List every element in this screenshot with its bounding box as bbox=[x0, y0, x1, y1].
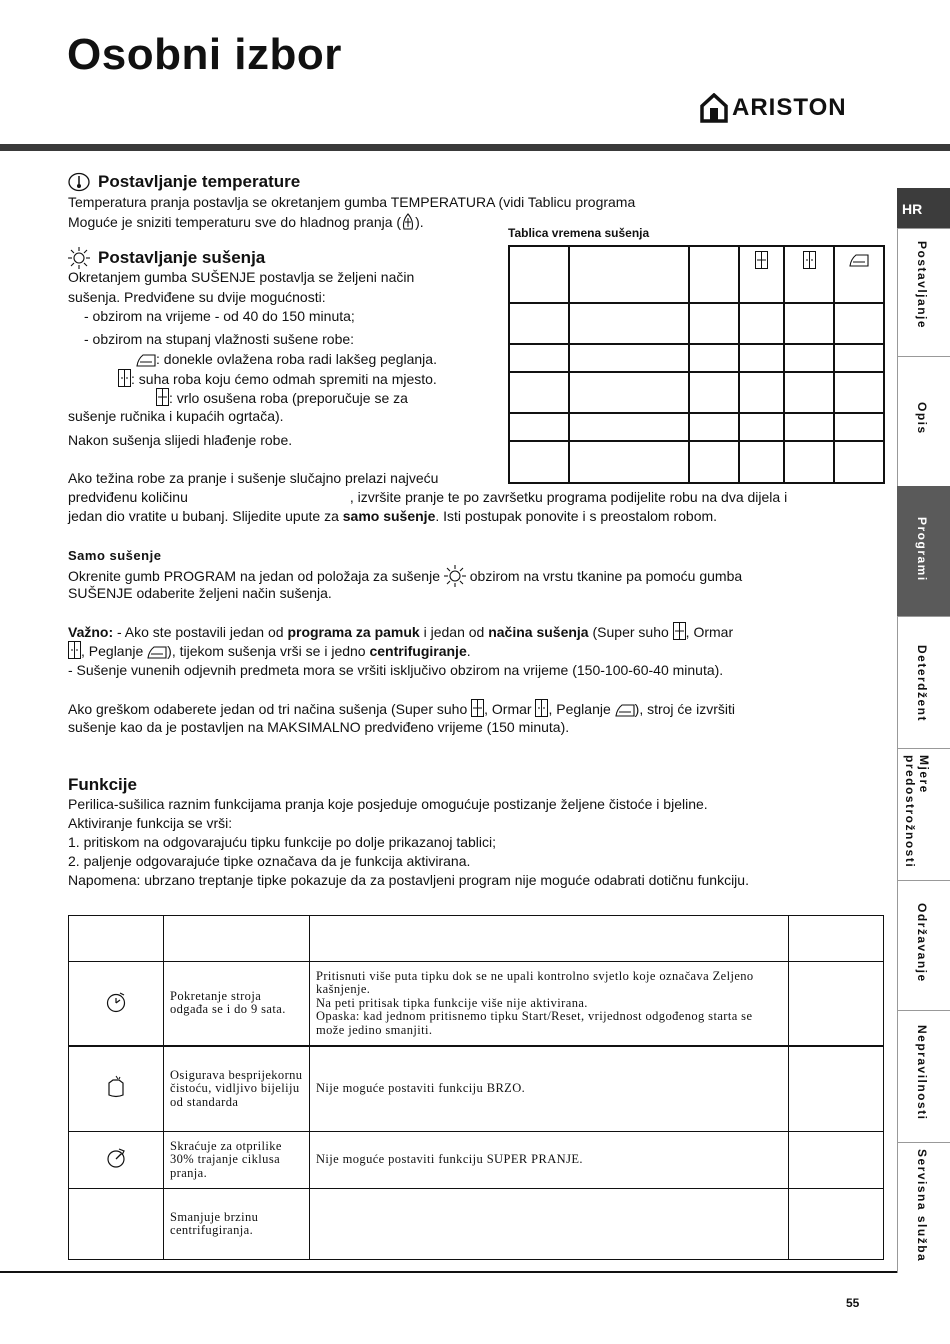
section-sidebar bbox=[897, 188, 950, 1273]
vazno-text-1b: - Ako ste postavili jedan od bbox=[113, 624, 288, 640]
funkcije-text-5: Napomena: ubrzano treptanje tipke pokazuje da za postavljeni program nije moguće odabrati dotičnu funkciju. bbox=[68, 872, 749, 888]
sidebar-tab-postavljanje[interactable] bbox=[897, 228, 950, 356]
iron-icon bbox=[849, 253, 869, 267]
drying-text-5-label: : donekle ovlažena roba radi lakšeg peglanja. bbox=[156, 351, 437, 367]
vazno-text-2a: , Peglanje bbox=[81, 643, 144, 659]
vazno-text-1d: i jedan od bbox=[419, 624, 489, 640]
temperature-text-2 bbox=[68, 212, 424, 232]
function-desc: Skraćuje za otprilike 30% trajanje ciklusa pranja. bbox=[164, 1132, 310, 1189]
drying-text-3: - obzirom na vrijeme - od 40 do 150 minuta; bbox=[84, 308, 355, 324]
function-note: Nije moguće postaviti funkciju SUPER PRANJE. bbox=[310, 1132, 789, 1189]
drying-text-11 bbox=[68, 488, 787, 507]
shirt-stain-icon bbox=[104, 1075, 128, 1099]
iron-icon bbox=[136, 353, 156, 367]
vazno-text-2d: . bbox=[466, 643, 471, 659]
drying-text-2: sušenja. Predviđene su dvije mogućnosti: bbox=[68, 289, 326, 305]
function-note: Nije moguće postaviti funkciju BRZO. bbox=[310, 1046, 789, 1132]
drying-text-1: Okretanjem gumba SUŠENJE postavlja se željeni način bbox=[68, 269, 415, 285]
samo-text-2: SUŠENJE odaberite željeni način sušenja. bbox=[68, 585, 332, 601]
drying-text-4: - obzirom na stupanj vlažnosti sušene robe: bbox=[84, 331, 355, 347]
footer-rule bbox=[0, 1271, 897, 1273]
wardrobe-icon bbox=[803, 251, 816, 269]
samo-susenje-heading: Samo sušenje bbox=[68, 548, 162, 563]
vazno-text-4 bbox=[68, 699, 735, 719]
dry-table-row bbox=[509, 246, 884, 303]
drying-text-12 bbox=[68, 507, 717, 526]
dry-table-row bbox=[509, 413, 884, 441]
sidebar-tab-mjere[interactable] bbox=[897, 748, 950, 880]
vazno-text-2b: ), tijekom sušenja vrši se i jedno bbox=[167, 643, 370, 659]
drying-text-9: Nakon sušenja slijedi hlađenje robe. bbox=[68, 432, 293, 448]
page-title: Osobni izbor bbox=[67, 30, 342, 79]
function-table-row bbox=[69, 962, 884, 1046]
function-table-header-row bbox=[69, 916, 884, 962]
vazno-text-1 bbox=[68, 622, 733, 642]
temperature-heading-text: Postavljanje temperature bbox=[98, 172, 301, 191]
sun-dry-icon bbox=[68, 247, 90, 269]
iron-icon bbox=[147, 645, 167, 659]
drying-text-6-label: : suha roba koju ćemo odmah spremiti na mjesto. bbox=[131, 371, 437, 387]
wardrobe-icon bbox=[68, 641, 81, 659]
extra-dry-icon bbox=[471, 699, 484, 717]
sidebar-tab-nepravilnosti[interactable] bbox=[897, 1010, 950, 1142]
samo-text-1b: obzirom na vrstu tkanine pa pomoću gumba bbox=[469, 568, 743, 584]
sidebar-tab-odrzavanje[interactable] bbox=[897, 880, 950, 1010]
vazno-text-3: - Sušenje vunenih odjevnih predmeta mora se vršiti isključivo obzirom na vrijeme (150-100-60-40 minuta). bbox=[68, 662, 724, 678]
wardrobe-icon bbox=[118, 369, 131, 387]
drying-text-12b: samo sušenje bbox=[342, 508, 436, 524]
vazno-text-1f: (Super suho bbox=[588, 624, 669, 640]
function-table-row bbox=[69, 1132, 884, 1189]
function-table-row bbox=[69, 1046, 884, 1132]
sidebar-tab-programi[interactable] bbox=[897, 486, 950, 616]
dry-table-row bbox=[509, 372, 884, 413]
vazno-text-5: sušenje kao da je postavljen na MAKSIMALNO predviđeno vrijeme (150 minuta). bbox=[68, 719, 570, 735]
sidebar-tab-label: Nepravilnosti bbox=[915, 1025, 929, 1121]
iron-icon bbox=[615, 703, 635, 717]
drying-text-7 bbox=[156, 388, 408, 408]
vazno-text-2 bbox=[68, 641, 471, 661]
sidebar-tab-label: Servisna služba bbox=[915, 1149, 929, 1263]
sidebar-tab-opis[interactable] bbox=[897, 356, 950, 486]
function-table-row bbox=[69, 1189, 884, 1260]
sidebar-tab-deterdzent[interactable] bbox=[897, 616, 950, 748]
temperature-text-2a: Moguće je sniziti temperaturu sve do hladnog pranja ( bbox=[68, 214, 402, 230]
drying-text-8: sušenje ručnika i kupaćih ogrtača). bbox=[68, 408, 284, 424]
drying-text-10: Ako težina robe za pranje i sušenje slučajno prelazi najveću bbox=[68, 470, 439, 486]
drying-text-12a: jedan dio vratite u bubanj. Slijedite upute za bbox=[68, 508, 343, 524]
function-table bbox=[68, 915, 884, 1260]
house-logo-icon bbox=[700, 93, 728, 123]
funkcije-heading: Funkcije bbox=[68, 775, 137, 794]
function-desc: Smanjuje brzinu centrifugiranja. bbox=[164, 1189, 310, 1260]
sidebar-tab-label: Mjere predostrožnosti bbox=[903, 755, 931, 869]
vazno-text-1e: načina sušenja bbox=[488, 624, 589, 640]
sidebar-tab-label: Deterdžent bbox=[915, 645, 929, 723]
vazno-text-4b: , Ormar bbox=[484, 701, 532, 717]
temperature-text-2b: ). bbox=[415, 214, 424, 230]
drying-text-11b: , izvršite pranje te po završetku programa podijelite robu na dva dijela i bbox=[349, 489, 788, 505]
vazno-text-2c: centrifugiranje bbox=[369, 643, 467, 659]
drying-text-7-label: : vrlo osušena roba (preporučuje se za bbox=[169, 390, 408, 406]
samo-text-1a: Okrenite gumb PROGRAM na jedan od položaja za sušenje bbox=[68, 568, 440, 584]
sun-dry-icon bbox=[444, 565, 466, 587]
sidebar-tab-label: Programi bbox=[915, 517, 929, 582]
dry-time-table bbox=[508, 245, 885, 484]
extra-dry-icon bbox=[156, 388, 169, 406]
vazno-text-1g: , Ormar bbox=[685, 624, 734, 640]
extra-dry-icon bbox=[673, 622, 686, 640]
dry-table-row bbox=[509, 441, 884, 483]
funkcije-text-4: 2. paljenje odgovarajuće tipke označava da je funkcija aktivirana. bbox=[68, 853, 471, 869]
brand-logo bbox=[700, 92, 847, 124]
quick-wash-icon bbox=[105, 1147, 127, 1169]
drying-text-5 bbox=[136, 350, 437, 369]
drying-text-6 bbox=[118, 369, 437, 389]
language-badge: HR bbox=[897, 188, 950, 228]
function-desc: Osigurava besprijekornu čistoću, vidljivo bijeliju od standarda bbox=[164, 1046, 310, 1132]
temperature-heading bbox=[68, 172, 300, 192]
function-note: Pritisnuti više puta tipku dok se ne upali kontrolno svjetlo koje označava Zeljeno kašnjenje. Na peti pritisak tipka funkcije više nije aktivirana. Opaska: kad jednom pritisnemo tipku Start/Reset, vrijednost odgođenog starta se može jedino smanjiti. bbox=[310, 962, 789, 1046]
vazno-text-4a: Ako greškom odaberete jedan od tri načina sušenja (Super suho bbox=[68, 701, 468, 717]
brand-name: ARISTON bbox=[732, 94, 847, 121]
page-number: 55 bbox=[846, 1296, 860, 1310]
sidebar-tab-label: Postavljanje bbox=[915, 241, 929, 330]
drying-text-11a: predviđenu količinu bbox=[68, 489, 188, 505]
vazno-text-4c: , Peglanje bbox=[548, 701, 611, 717]
sidebar-tab-servisna[interactable] bbox=[897, 1142, 950, 1273]
function-desc: Pokretanje stroja odgađa se i do 9 sata. bbox=[164, 962, 310, 1046]
dry-table-row bbox=[509, 344, 884, 372]
clock-delay-icon bbox=[105, 991, 127, 1013]
sidebar-tab-label: Opis bbox=[915, 402, 929, 435]
cold-wash-icon bbox=[401, 212, 415, 230]
sidebar-tab-label: Održavanje bbox=[915, 903, 929, 983]
temperature-text-1: Temperatura pranja postavlja se okretanjem gumba TEMPERATURA (vidi Tablicu programa bbox=[68, 194, 636, 210]
wardrobe-icon bbox=[535, 699, 548, 717]
dry-table-caption: Tablica vremena sušenja bbox=[508, 226, 650, 240]
drying-heading bbox=[68, 247, 265, 269]
function-note bbox=[310, 1189, 789, 1260]
funkcije-text-3: 1. pritiskom na odgovarajuću tipku funkcije po dolje prikazanoj tablici; bbox=[68, 834, 497, 850]
funkcije-text-1: Perilica-sušilica raznim funkcijama pranja koje posjeduje omogućuje postizanje željene čistoće i bjeline. bbox=[68, 796, 708, 812]
vazno-label: Važno: bbox=[68, 624, 114, 640]
header-rule bbox=[0, 144, 950, 151]
drying-text-12c: . Isti postupak ponovite i s preostalom robom. bbox=[435, 508, 718, 524]
extra-dry-icon bbox=[755, 251, 768, 269]
vazno-text-1c: programa za pamuk bbox=[287, 624, 420, 640]
vazno-text-4d: ), stroj će izvršiti bbox=[634, 701, 735, 717]
drying-heading-text: Postavljanje sušenja bbox=[98, 248, 266, 267]
dry-table-row bbox=[509, 303, 884, 344]
thermometer-icon bbox=[68, 172, 90, 192]
funkcije-text-2: Aktiviranje funkcija se vrši: bbox=[68, 815, 233, 831]
